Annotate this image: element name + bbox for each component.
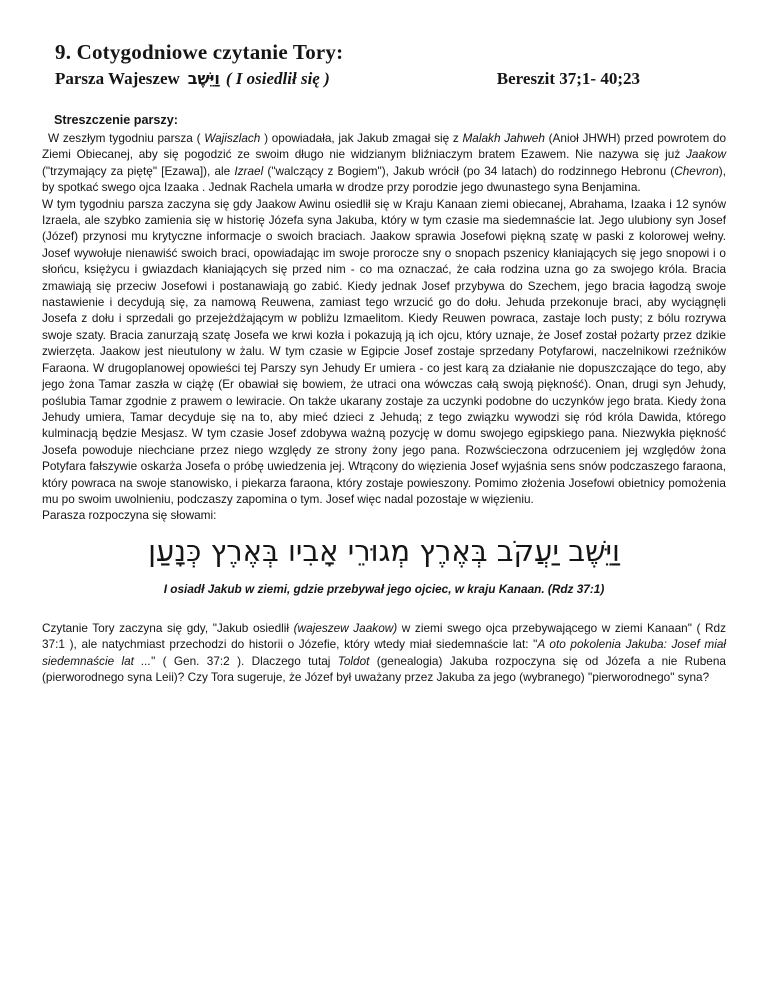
torah-reference: Bereszit 37;1- 40;23 (496, 69, 640, 88)
parsha-header-row (55, 69, 726, 89)
parsha-translation: ( I osiedlił się ) (225, 69, 330, 88)
summary-paragraph-2: W tym tygodniu parsza zaczyna się gdy Jaakow Awinu osiedlił się w Kraju Kanaan ziemi obiecanej, Abrahama, Izaaka i 12 synów Izraela, ale szybko zamienia się w historię Józefa syna Jakuba, który w tym czasie ma siedemnaście lat. Jego ulubiony syn Josef (Józef) przynosi mu krytyczne informacje o swoich braciach. Jaakow sprawia Josefowi piękną szatę w paski z kolorowej wełny. Josef wywołuje nienawiść swoich braci, opowiadając im swoje prorocze sny o snopach pszenicy kłaniających się jego snopowi i o słońcu, księżycu i gwiazdach kłaniających się przed nim - co ma oznaczać, że cała rodzina uzna go za swojego króla. Bracia zmawiają się przeciw Josefowi i postanawiają go zabić. Kiedy jednak Josef przybywa do Szechem, jego bracia łagodzą swoje nastawienie i decydują się, za namową Reuwena, zamiast tego wrzucić go do dołu. Jehuda przekonuje braci, aby wyciągnęli Josefa z dołu i sprzedali go przejeżdżającym w pobliżu Izmaelitom. Kiedy Reuwen powraca, zastaje loch pusty; z bólu rozrywa swoje szaty. Bracia zanurzają szatę Josefa we krwi kozła i pokazują ją ich ojcu, który uznaje, że Josef został pożarty przez dzikie zwierzęta. Jaakow jest nieutulony w żalu. W tym czasie w Egipcie Josef zostaje sprzedany Potyfarowi, naczelnikowi rzeźników Faraona. W drugoplanowej opowieści tej Parszy syn Jehudy Er umiera - co jest karą za działanie nie dopuszczające do tego, aby jego żona Tamar zaszła w ciążę (Er obawiał się bowiem, że utraci ona wówczas całą swoją piękność). Onan, drugi syn Jehudy, poślubia Tamar zgodnie z prawem o lewiracie. On także ukarany zostaje za uczynki podobne do uczynków jego brata. Kiedy żona Jehudy umiera, Tamar decyduje się na to, aby mieć dzieci z Jehudą; z tego związku wywodzi się ród króla Dawida, którego kulminacją będzie Mesjasz. W tym czasie Josef zdobywa ważną pozycję w domu swojego egipskiego pana. Niezwykła piękność Josefa powoduje niechciane przez niego względy ze strony żony jego pana. Rozwścieczona odrzuceniem jej względów żona Potyfara fałszywie oskarża Josefa o próbę uwiedzenia jej. Wtrącony do więzienia Josef wyjaśnia sens snów podczaszego faraona, który powraca na swoje stanowisko, i piekarza faraona, który zostaje powieszony. Pomimo złożenia Josefowi obietnicy pomożenia mu po swoim uwolnieniu, podczaszy zapomina o tym. Josef więc nadal pozostaje w więzieniu. (42, 196, 726, 506)
summary-heading: Streszczenie parszy: (54, 113, 178, 127)
document-title: 9. Cotygodniowe czytanie Tory: (55, 40, 344, 64)
verse-intro-line: Parasza rozpoczyna się słowami: (42, 508, 217, 523)
verse-caption: I osiadł Jakub w ziemi, gdzie przebywał jego ojciec, w kraju Kanaan. (Rdz 37:1) (163, 581, 605, 596)
hebrew-verse: וַיֵּשֶׁב יַעֲקֹב בְּאֶרֶץ מְגוּרֵי אָבִיו בְּאֶרֶץ כְּנָעַן (148, 533, 620, 568)
parsha-name: Parsza Wajeszew (55, 69, 180, 88)
parsha-hebrew-word: וַיֵּשֶׁב (187, 69, 220, 88)
summary-paragraph-1: W zeszłym tygodniu parsza ( Wajiszlach ) opowiadała, jak Jakub zmagał się z Malakh Jahweh (Anioł JHWH) przed powrotem do Ziemi Obiecanej, aby się pogodzić ze swoim długo nie widzianym bliźniaczym bratem Ezawem. Nie nazywa się już Jaakow ("trzymający za piętę" [Ezawa]), ale Izrael ("walczący z Bogiem"), Jakub wrócił (po 34 latach) do rodzinnego Hebronu (Chevron), by spotkać swego ojca Izaaka . Jednak Rachela umarła w drodze przy porodzie jego dwunastego syna Benjamina. (42, 131, 727, 195)
commentary-paragraph: Czytanie Tory zaczyna się gdy, "Jakub osiedlił (wajeszew Jaakow) w ziemi swego ojca przebywającego w ziemi Kanaan" ( Rdz 37:1 ), ale natychmiast przechodzi do historii o Józefie, który wtedy miał siedemnaście lat: "A oto pokolenia Jakuba: Josef miał siedemnaście lat ..." ( Gen. 37:2 ). Dlaczego tutaj Toldot (genealogia) Jakuba rozpoczyna się od Józefa a nie Rubena (pierworodnego syna Leii)? Czy Tora sugeruje, że Józef był uważany przez Jakuba za jego (wybranego) "pierworodnego" syna? (42, 620, 726, 684)
